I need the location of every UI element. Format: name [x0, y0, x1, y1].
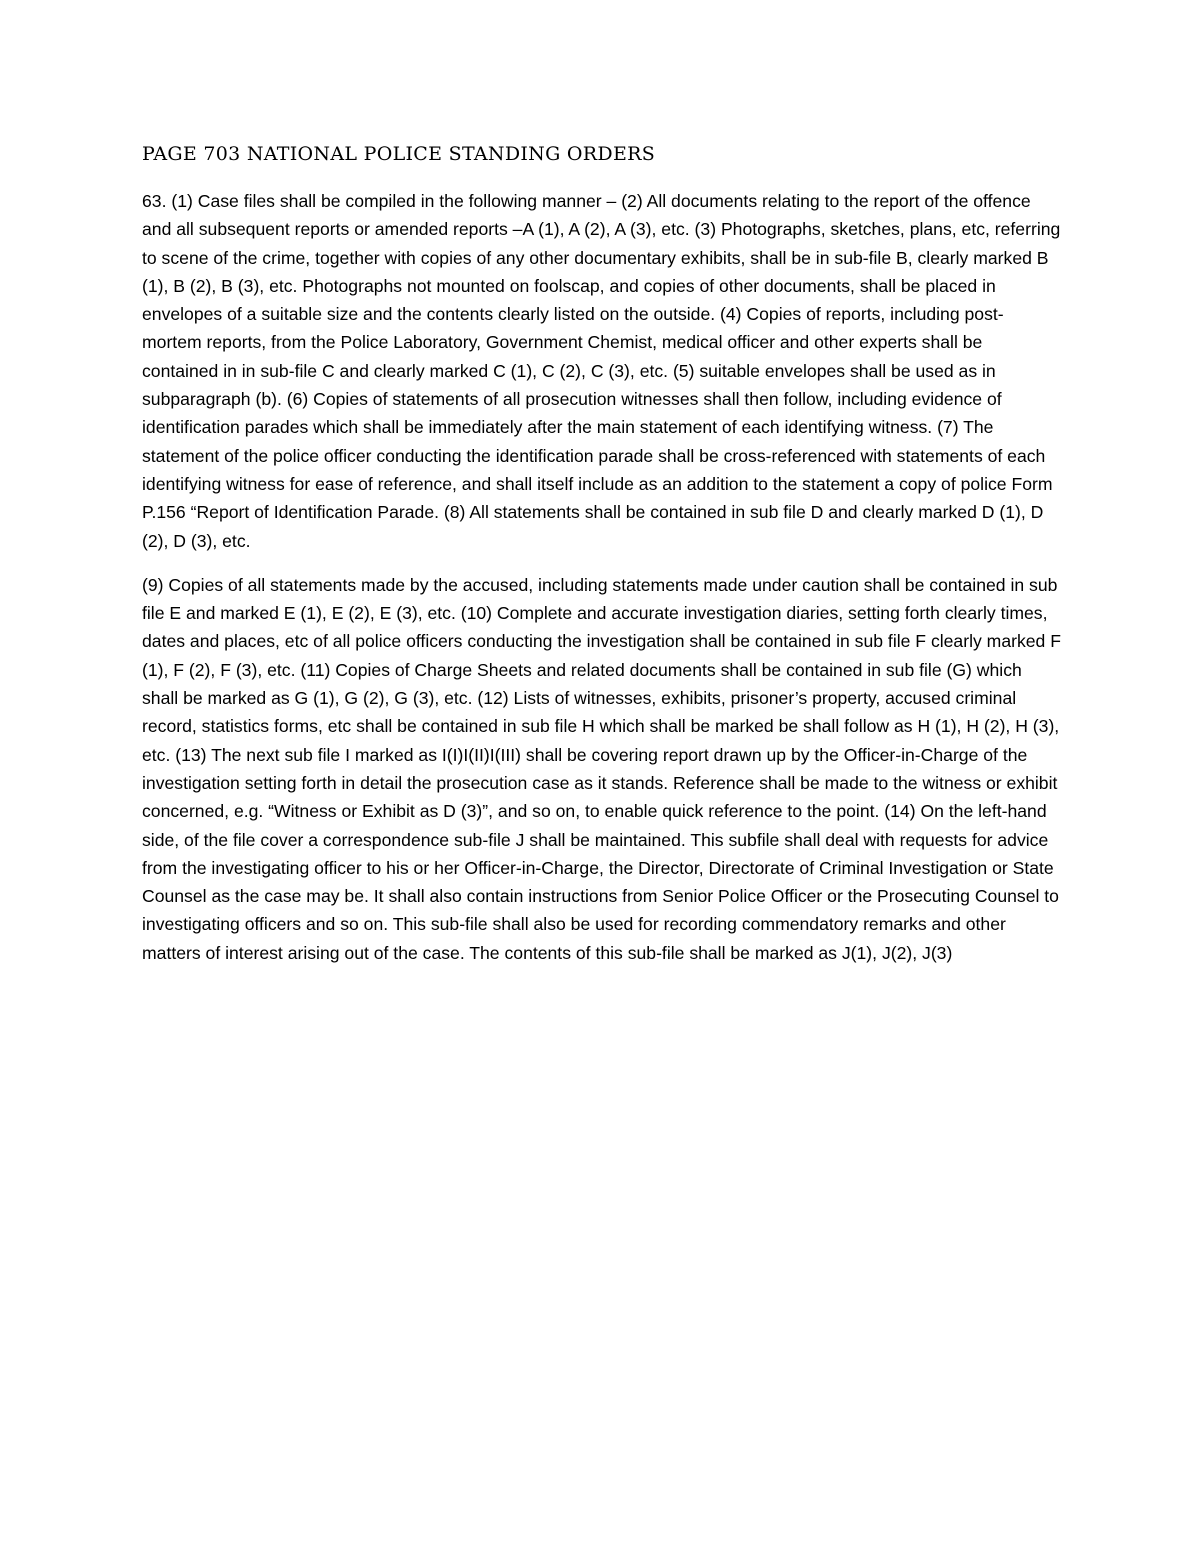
page-title: PAGE 703 NATIONAL POLICE STANDING ORDERS [142, 143, 656, 165]
paragraph-2: (9) Copies of all statements made by the accused, including statements made under caution shall be contained in sub file E and marked E (1), E (2), E (3), etc. (10) Complete and accurate investigation diaries, setting forth clearly times, dates and places, etc of all police officers conducting the investigation shall be contained in sub file F clearly marked F (1), F (2), F (3), etc. (11) Copies of Charge Sheets and related documents shall be contained in sub file (G) which shall be marked as G (1), G (2), G (3), etc. (12) Lists of witnesses, exhibits, prisoner’s property, accused criminal record, statistics forms, etc shall be contained in sub file H which shall be marked be shall follow as H (1), H (2), H (3), etc. (13) The next sub file I marked as I(I)I(II)I(III) shall be covering report drawn up by the Officer-in-Charge of the investigation setting forth in detail the prosecution case as it stands. Reference shall be made to the witness or exhibit concerned, e.g. “Witness or Exhibit as D (3)”, and so on, to enable quick reference to the point. (14) On the left-hand side, of the file cover a correspondence sub-file J shall be maintained. This subfile shall deal with requests for advice from the investigating officer to his or her Officer-in-Charge, the Director, Directorate of Criminal Investigation or State Counsel as the case may be. It shall also contain instructions from Senior Police Officer or the Prosecuting Counsel to investigating officers and so on. This sub-file shall also be used for recording commendatory remarks and other matters of interest arising out of the case. The contents of this sub-file shall be marked as J(1), J(2), J(3) [142, 574, 1061, 963]
document-body [142, 187, 1062, 967]
paragraph-1: 63. (1) Case files shall be compiled in the following manner – (2) All documents relating to the report of the offence and all subsequent reports or amended reports –A (1), A (2), A (3), etc. (3) Photographs, sketches, plans, etc, referring to scene of the crime, together with copies of any other documentary exhibits, shall be in sub-file B, clearly marked B (1), B (2), B (3), etc. Photographs not mounted on foolscap, and copies of other documents, shall be placed in envelopes of a suitable size and the contents clearly listed on the outside. (4) Copies of reports, including post-mortem reports, from the Police Laboratory, Government Chemist, medical officer and other experts shall be contained in in sub-file C and clearly marked C (1), C (2), C (3), etc. (5) suitable envelopes shall be used as in subparagraph (b). (6) Copies of statements of all prosecution witnesses shall then follow, including evidence of identification parades which shall be immediately after the main statement of each identifying witness. (7) The statement of the police officer conducting the identification parade shall be cross-referenced with statements of each identifying witness for ease of reference, and shall itself include as an addition to the statement a copy of police Form P.156 “Report of Identification Parade. (8) All statements shall be contained in sub file D and clearly marked D (1), D (2), D (3), etc. [142, 191, 1061, 551]
